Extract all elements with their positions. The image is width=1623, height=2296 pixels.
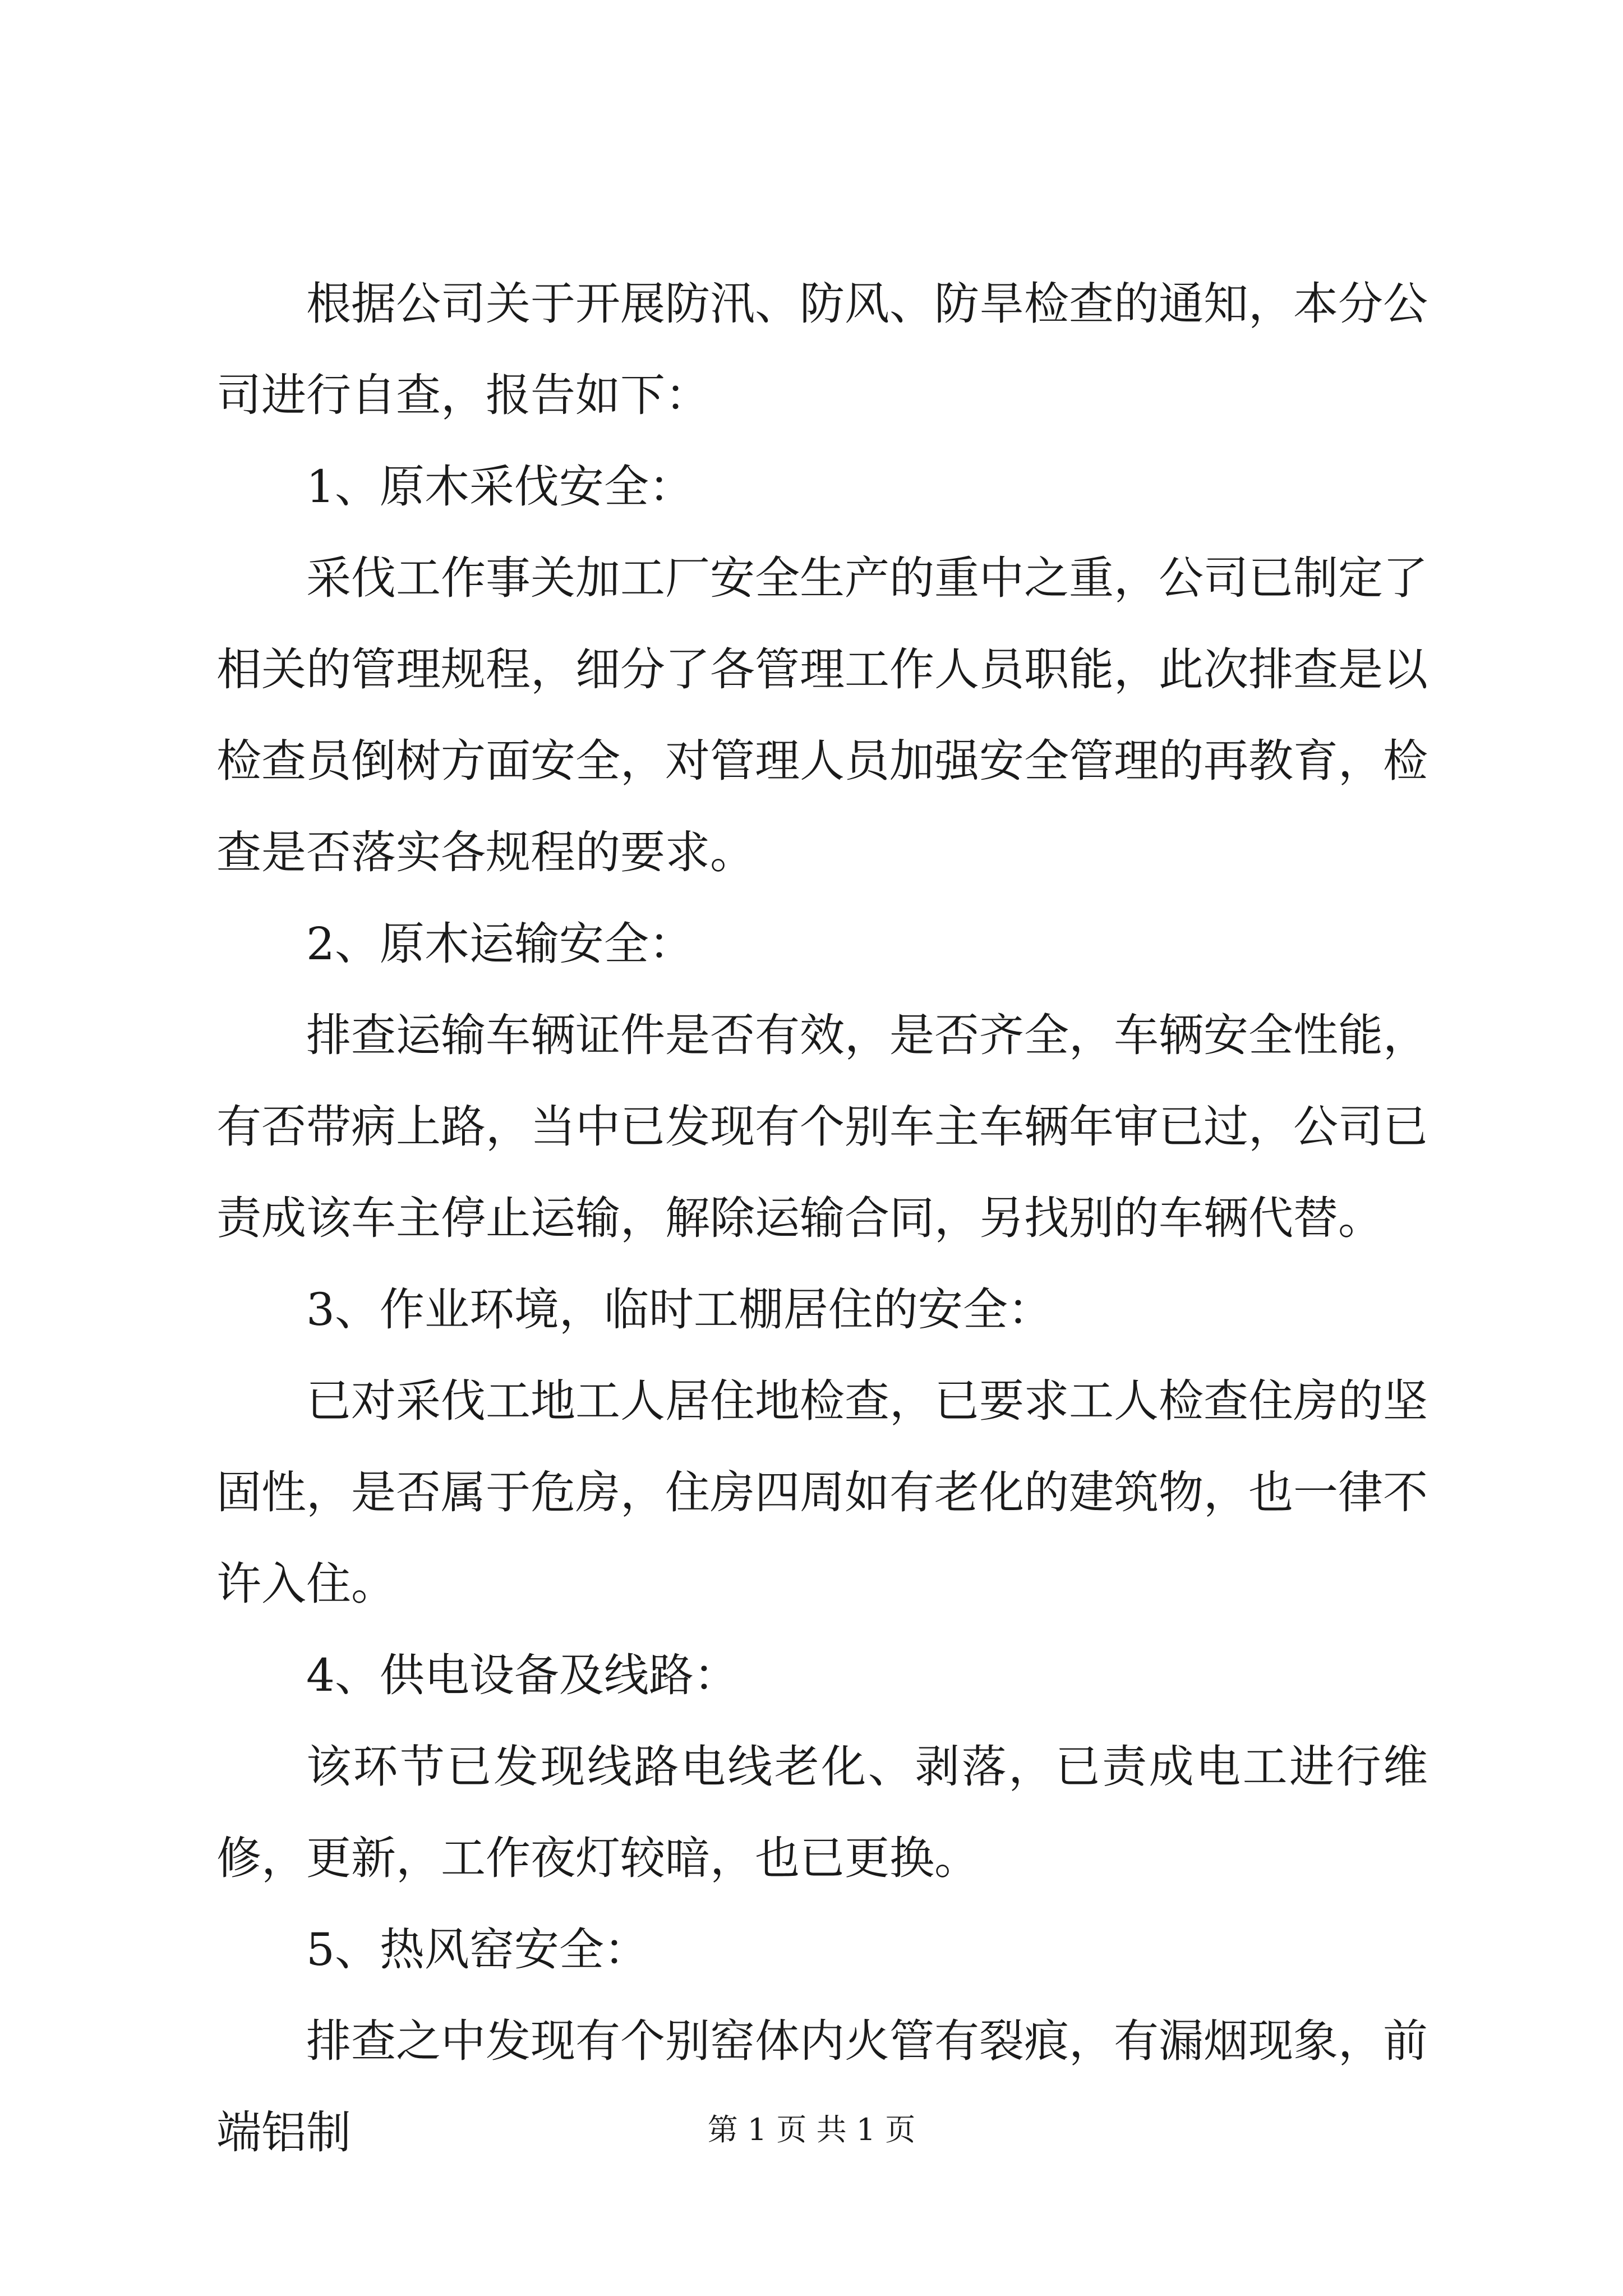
heading-work-environment: 3、作业环境，临时工棚居住的安全： — [306, 1283, 1053, 1336]
paragraph-intro: 根据公司关于开展防汛、防风、防旱检查的通知，本分公司进行自查，报告如下： — [216, 278, 1428, 421]
heading-timber-transport: 2、原木运输安全： — [306, 918, 694, 970]
heading-timber-felling: 1、原木采伐安全： — [306, 461, 694, 513]
paragraph-timber-transport: 排查运输车辆证件是否有效，是否齐全，车辆安全性能，有否带病上路，当中已发现有个别车主车辆年审已过，公司已责成该车主停止运输，解除运输合同，另找别的车辆代替。 — [216, 1009, 1428, 1244]
paragraph-work-environment: 已对采伐工地工人居住地检查，已要求工人检查住房的坚固性，是否属于危房，住房四周如有老化的建筑物，也一律不许入住。 — [216, 1375, 1428, 1610]
paragraph-hot-air-kiln: 排查之中发现有个别窑体内火管有裂痕，有漏烟现象，前端铝制 — [216, 2015, 1428, 2159]
document-body — [216, 258, 1428, 2178]
paragraph-timber-felling: 采伐工作事关加工厂安全生产的重中之重，公司已制定了相关的管理规程，细分了各管理工作人员职能，此次排查是以检查员倒树方面安全，对管理人员加强安全管理的再教育，检查是否落实各规程的要求。 — [216, 552, 1428, 878]
paragraph-power-supply: 该环节已发现线路电线老化、剥落，已责成电工进行维修，更新，工作夜灯较暗，也已更换。 — [216, 1741, 1428, 1884]
heading-power-supply: 4、供电设备及线路： — [306, 1649, 739, 1701]
page-number-footer: 第 1 页 共 1 页 — [707, 2112, 916, 2147]
heading-hot-air-kiln: 5、热风窑安全： — [306, 1924, 649, 1976]
